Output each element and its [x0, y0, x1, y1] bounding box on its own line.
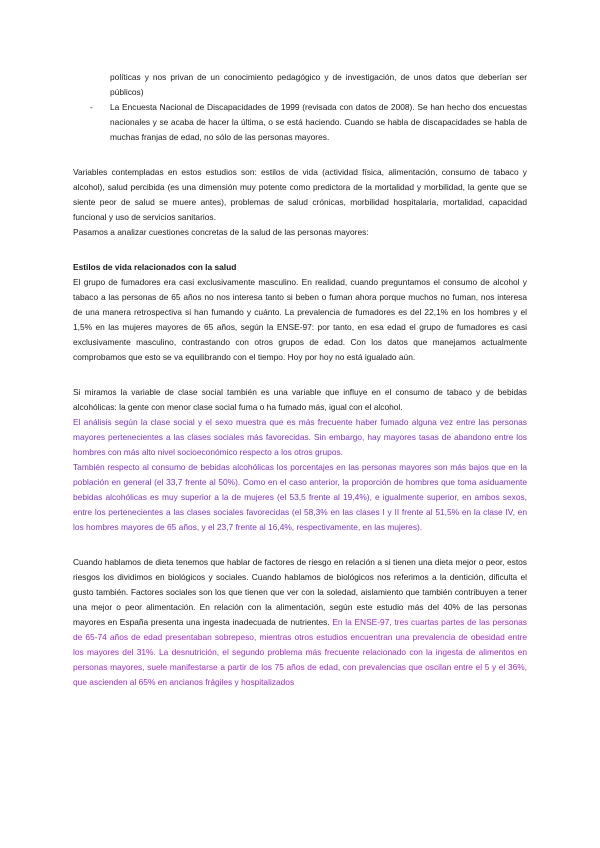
paragraph-dieta	[73, 555, 527, 690]
dieta-text: Cuando hablamos de dieta tenemos que hablar de factores de riesgo en relación a si tienen una dieta mejor o peor, estos riesgos los dividimos en biológicos y sociales. Cuando hablamos de biológicos nos referimos a la dentición, dificulta el gusto también. Factores sociales son los que tienen que ver con la soledad, aislamiento que también contribuyen a tener una mejor o peor alimentación. En relación con la alimentación, según este estudio más del 40% de las personas mayores en España presenta una ingesta inadecuada de nutrientes.	[73, 557, 527, 627]
paragraph-variables: Variables contempladas en estos estudios son: estilos de vida (actividad física, alimentación, consumo de tabaco y alcohol), salud percibida (es una dimensión muy potente como predictora de la mortalidad y morbilidad, la gente que se siente peor de salud se muere antes), problemas de salud crónicas, morbilidad hospitalaria, mortalidad, capacidad funcional y uso de servicios sanitarios.	[73, 167, 527, 222]
bullet-item-encuesta-discapacidades	[90, 100, 527, 145]
paragraph-clase-social: Si miramos la variable de clase social también es una variable que influye en el consumo de tabaco y de bebidas alcohólicas: la gente con menor clase social fuma o ha fumado más, igual con el alcohol.	[73, 387, 527, 412]
paragraph-analisis-highlighted: El análisis según la clase social y el sexo muestra que es más frecuente haber fumado alguna vez entre las personas mayores pertenecientes a las clases sociales más favorecidas. Sin embargo, hay mayores tasas de abandono entre los hombres con más alto nivel socioeconómico respecto a los otros grupos.	[73, 417, 527, 457]
bullet-text: La Encuesta Nacional de Discapacidades de 1999 (revisada con datos de 2008). Se han hecho dos encuestas nacionales y se acaba de hacer la última, o se está haciendo. Cuando se habla de discapacidades se habla de muchas franjas de edad, no sólo de las personas mayores.	[110, 102, 527, 142]
paragraph-fumadores: El grupo de fumadores era casi exclusivamente masculino. En realidad, cuando preguntamos el consumo de alcohol y tabaco a las personas de 65 años no nos interesa tanto si beben o fuman ahora porque muchos no fuman, nos interesa de una manera retrospectiva si han fumando y cuánto. La prevalencia de fumadores es del 22,1% en los hombres y el 1,5% en las mujeres mayores de 65 años, según la ENSE-97: por tanto, en esa edad el grupo de fumadores es casi exclusivamente masculino, contrastando con otros grupos de edad. Con los datos que manejamos actualmente comprobamos que esto se va equilibrando con el tiempo. Hoy por hoy no está igualado aún.	[73, 277, 527, 362]
dieta-highlighted-text: En la ENSE-97, tres cuartas partes de las personas de 65-74 años de edad presentaban sobrepeso, mientras otros estudios encuentran una prevalencia de obesidad entre los mayores del 31%. La desnutrición, el segundo problema más frecuente relacionado con la ingesta de alimentos en personas mayores, suele manifestarse a partir de los 75 años de edad, con prevalencias que oscilan entre el 5 y el 36%, que ascienden al 65% en ancianos frágiles y hospitalizados	[73, 617, 527, 687]
paragraph-pasamos: Pasamos a analizar cuestiones concretas de la salud de las personas mayores:	[73, 227, 369, 237]
bullet-dash: -	[90, 102, 93, 112]
section-heading: Estilos de vida relacionados con la salud	[73, 262, 237, 272]
paragraph-bebidas-highlighted: También respecto al consumo de bebidas alcohólicas los porcentajes en las personas mayores son más bajos que en la población en general (el 33,7 frente al 50%). Como en el caso anterior, la proporción de hombres que toma asiduamente bebidas alcohólicas es muy superior a la de mujeres (el 53,5 frente al 19,4%), e igualmente superior, en ambos sexos, entre los pertenecientes a las clases sociales favorecidas (el 58,3% en las clases I y II frente al 51,5% en la clase IV, en los hombres mayores de 65 años, y el 23,7 frente al 16,4%, respectivamente, en las mujeres).	[73, 462, 527, 532]
bullet-continuation: políticas y nos privan de un conocimiento pedagógico y de investigación, de unos datos que deberían ser públicos)	[110, 72, 527, 97]
